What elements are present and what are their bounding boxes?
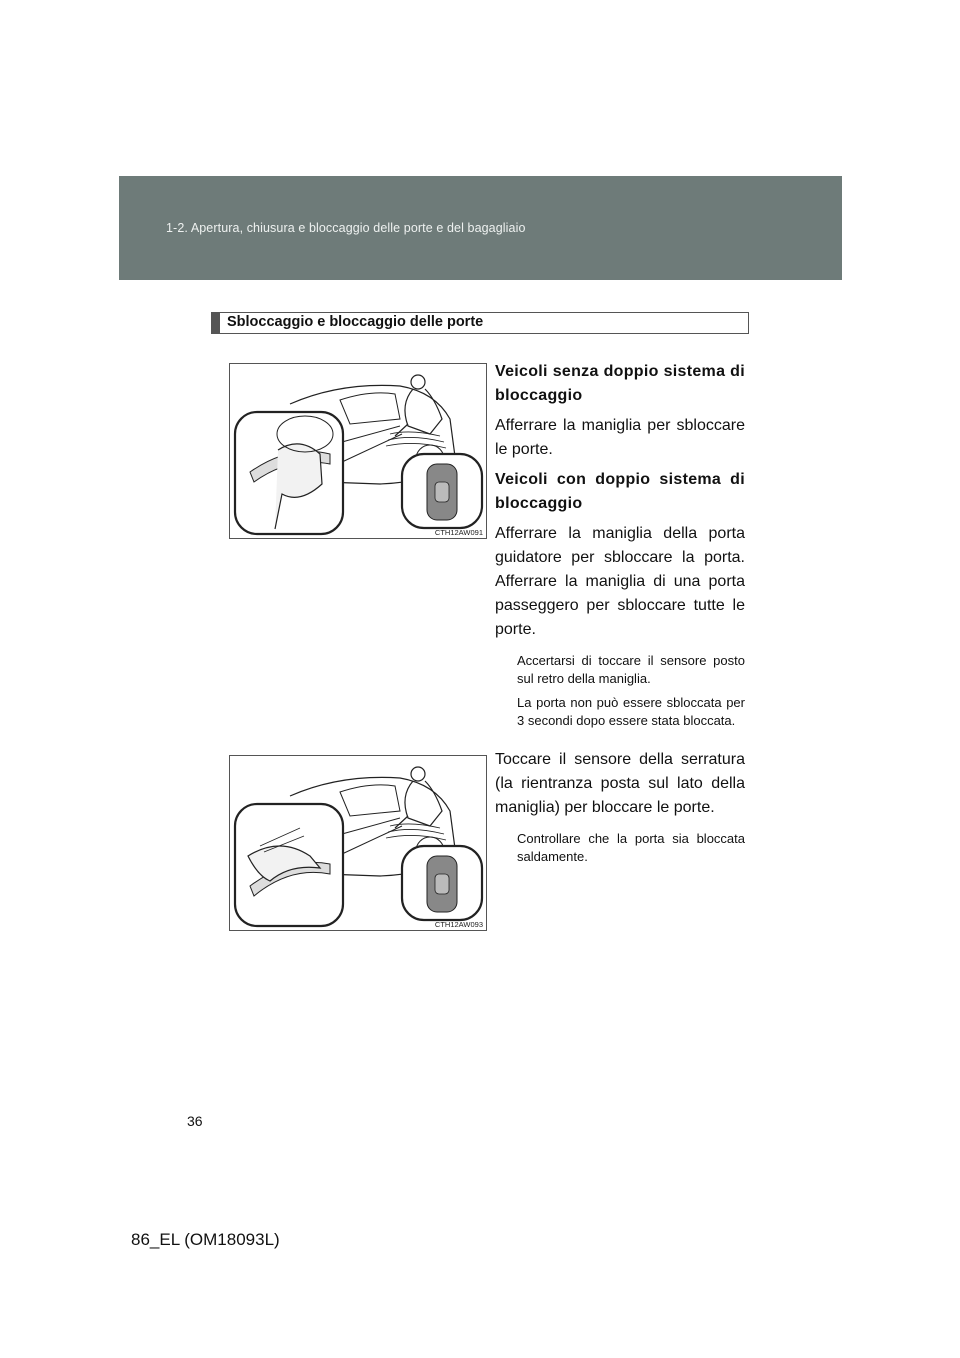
paragraph: Afferrare la maniglia della porta guidatore per sbloccare la porta. Afferrare la maniglia di una porta passeggero per sbloccare tutte le porte. <box>495 525 745 638</box>
note: Controllare che la porta sia bloccata saldamente. <box>517 831 745 864</box>
header-band <box>119 176 842 280</box>
figure-code: CTH12AW093 <box>434 920 483 929</box>
paragraph: Toccare il sensore della serratura (la rientranza posta sul lato della maniglia) per bloccare le porte. <box>495 751 745 816</box>
illustration-unlock <box>229 363 487 539</box>
paragraph: Afferrare la maniglia per sbloccare le porte. <box>495 417 745 458</box>
model-code: 86_EL (OM18093L) <box>131 1230 280 1249</box>
subheading: Veicoli senza doppio sistema di bloccaggio <box>495 363 745 404</box>
note: Accertarsi di toccare il sensore posto sul retro della maniglia. <box>517 653 745 686</box>
text-block-unlock <box>495 360 745 730</box>
figure-code: CTH12AW091 <box>434 528 483 537</box>
section-title-marker <box>212 313 220 333</box>
section-title <box>211 312 749 334</box>
subheading: Veicoli con doppio sistema di bloccaggio <box>495 471 745 512</box>
page-number: 36 <box>187 1113 203 1129</box>
car-door-unlock-illustration <box>230 364 486 538</box>
illustration-lock <box>229 755 487 931</box>
section-title-text: Sbloccaggio e bloccaggio delle porte <box>227 314 484 330</box>
car-door-lock-illustration <box>230 756 486 930</box>
text-block-lock <box>495 748 745 866</box>
note: La porta non può essere sbloccata per 3 secondi dopo essere stata bloccata. <box>517 695 745 728</box>
breadcrumb: 1-2. Apertura, chiusura e bloccaggio delle porte e del bagagliaio <box>166 221 526 235</box>
